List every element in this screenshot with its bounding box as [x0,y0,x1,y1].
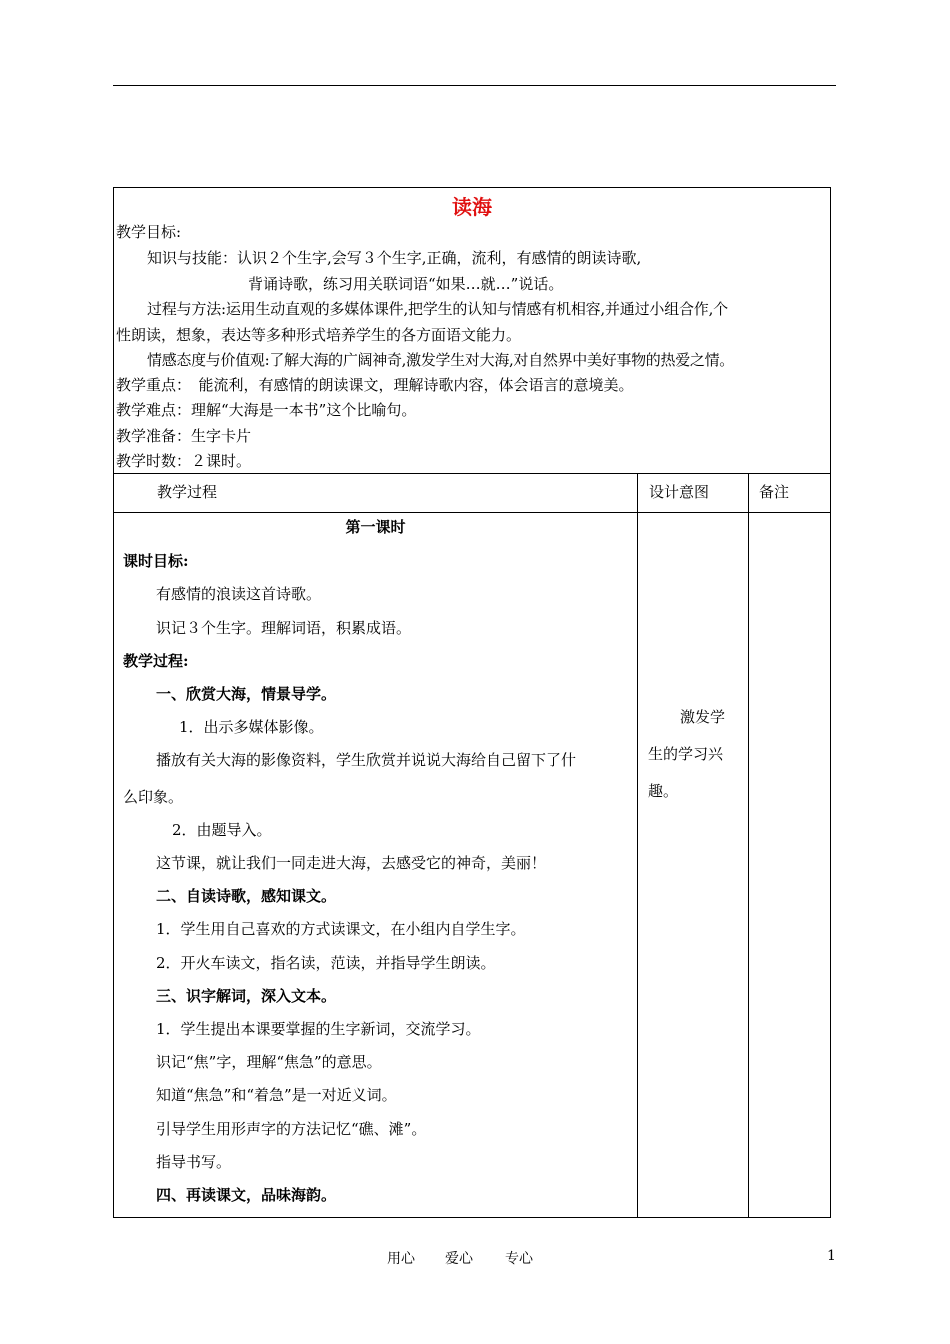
lesson-goal-2: 识记３个生字。理解词语，积累成语。 [156,619,412,637]
lesson-info-box [113,187,831,474]
process-method-line2: 性朗读，想象，表达等多种形式培养学生的各方面语文能力。 [116,326,522,344]
section-1-heading: 一、欣赏大海，情景导学。 [156,685,337,703]
header-rule [113,85,836,86]
section-3-item-1: 1．学生提出本课要掌握的生字新词，交流学习。 [156,1020,481,1038]
footer-item-2: 爱心 [445,1251,473,1267]
footer-item-3: 专心 [505,1251,533,1267]
header-notes: 备注 [759,483,790,501]
section-3-text-4: 指导书写。 [156,1153,232,1171]
design-intent-line3: 趣。 [648,782,679,800]
section-4-heading: 四、再读课文，品味海韵。 [156,1186,337,1204]
objectives-heading: 教学目标: [116,223,182,241]
section-3-text-3: 引导学生用形声字的方法记忆“礁、滩”。 [156,1120,427,1138]
lesson-goal-heading: 课时目标: [123,552,189,570]
emotion-values-line: 情感态度与价值观:了解大海的广阔神奇,激发学生对大海,对自然界中美好事物的热爱之情。 [147,351,734,369]
section-1-item-1: 1．出示多媒体影像。 [179,718,324,736]
section-1-item-2: 2．由题导入。 [172,821,272,839]
process-heading: 教学过程: [123,652,189,670]
section-1-text-1-line1: 播放有关大海的影像资料，学生欣赏并说说大海给自己留下了什 [156,751,577,769]
section-3-text-2: 知道“焦急”和“着急”是一对近义词。 [156,1086,397,1104]
section-2-item-2: 2．开火车读文，指名读，范读，并指导学生朗读。 [156,954,496,972]
key-points: 教学重点： 能流利，有感情的朗读课文，理解诗歌内容，体会语言的意境美。 [116,376,634,394]
lesson-title: 第一课时 [345,518,406,536]
header-row-divider [114,512,830,513]
section-3-text-1: 识记“焦”字，理解“焦急”的意思。 [156,1053,382,1071]
knowledge-skills-line1: 知识与技能：认识２个生字,会写３个生字,正确，流利，有感情的朗读诗歌, [147,249,642,267]
section-2-heading: 二、自读诗歌，感知课文。 [156,887,337,905]
process-method-line1: 过程与方法:运用生动直观的多媒体课件,把学生的认知与情感有机相容,并通过小组合作,个 [147,300,728,318]
section-1-text-1-line2: 么印象。 [123,788,184,806]
section-3-heading: 三、识字解词，深入文本。 [156,987,337,1005]
section-2-item-1: 1．学生用自己喜欢的方式读课文，在小组内自学生字。 [156,920,526,938]
knowledge-skills-line2: 背诵诗歌，练习用关联词语“如果…就…”说话。 [248,275,564,293]
teaching-process-table [113,474,831,1218]
difficulties: 教学难点：理解“大海是一本书”这个比喻句。 [116,401,417,419]
document-title: 读海 [452,195,492,219]
header-design-intent: 设计意图 [649,483,710,501]
design-intent-line2: 生的学习兴 [648,745,724,763]
teaching-hours: 教学时数：２课时。 [116,452,252,470]
lesson-goal-1: 有感情的浪读这首诗歌。 [156,585,322,603]
page-number: 1 [827,1248,836,1264]
footer-item-1: 用心 [387,1251,415,1267]
column-divider-notes [748,474,749,1217]
page-footer [0,1248,950,1268]
column-divider-design [637,474,638,1217]
design-intent-line1: 激发学 [680,708,726,726]
header-teaching-process: 教学过程 [157,483,218,501]
section-1-text-2: 这节课，就让我们一同走进大海，去感受它的神奇，美丽！ [156,854,547,872]
preparation: 教学准备：生字卡片 [116,427,252,445]
